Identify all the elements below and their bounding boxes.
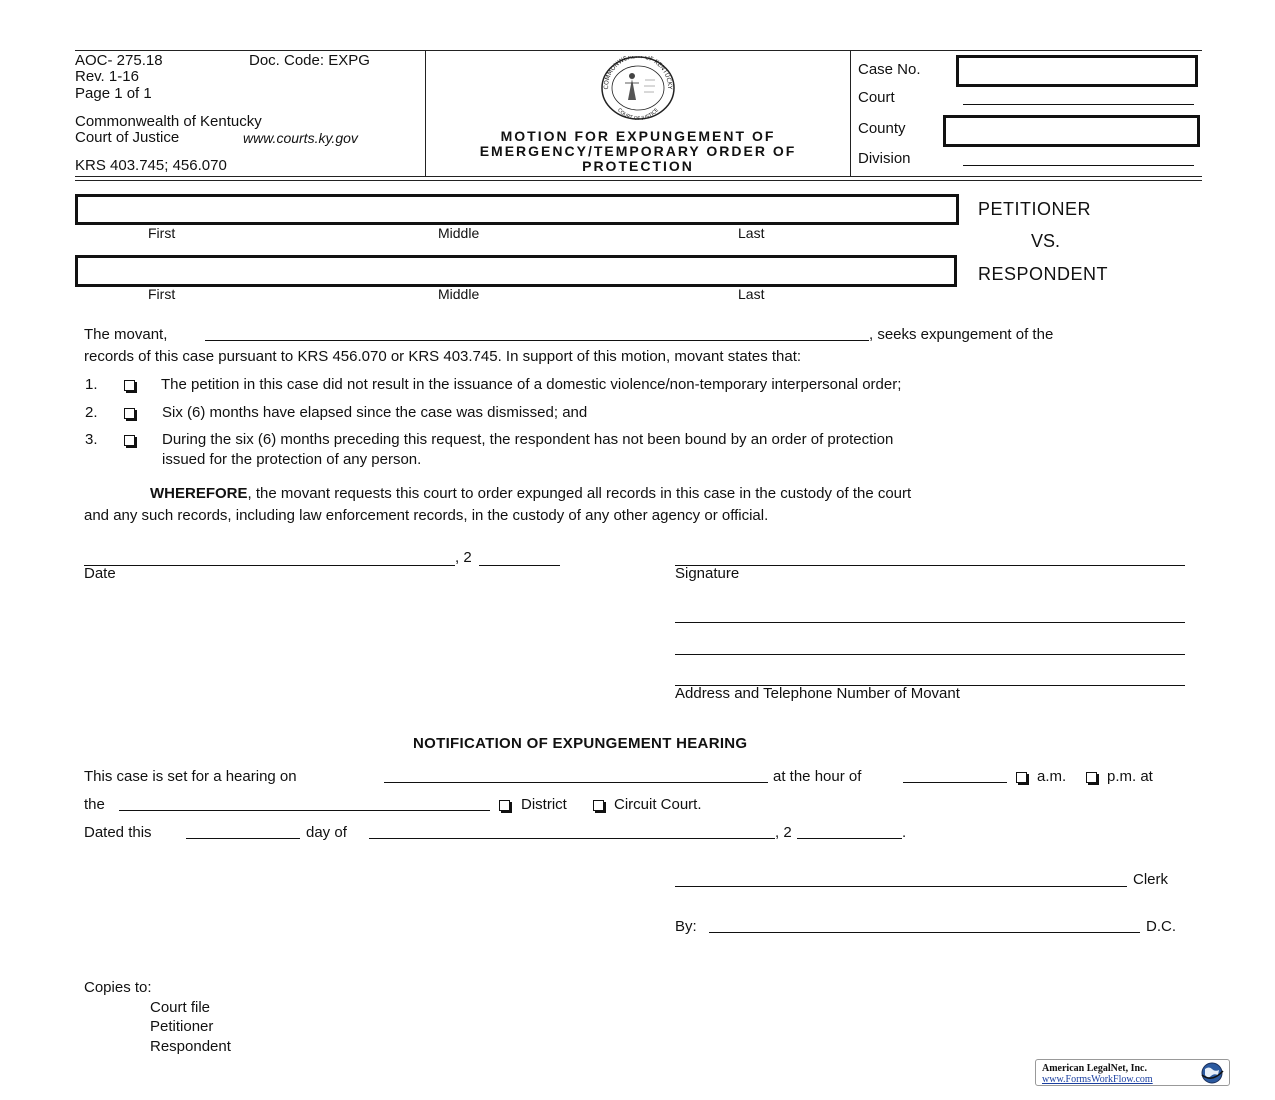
copies-label: Copies to: <box>84 979 152 996</box>
globe-icon <box>1199 1061 1225 1085</box>
item-1-text: The petition in this case did not result in the issuance of a domestic violence/non-temporary interpersonal order; <box>161 376 902 393</box>
item-2-number: 2. <box>85 404 98 421</box>
movant-name-input[interactable] <box>205 340 869 341</box>
court-label: Court <box>858 89 895 106</box>
movant-prefix: The movant, <box>84 326 168 343</box>
respondent-middle-label: Middle <box>438 286 480 302</box>
date-label: Date <box>84 565 116 582</box>
wherefore-bold: WHEREFORE <box>150 485 248 502</box>
notification-heading: NOTIFICATION OF EXPUNGEMENT HEARING <box>413 735 748 752</box>
form-title-line-2: EMERGENCY/TEMPORARY ORDER OF <box>479 143 797 159</box>
header-divider-left <box>425 50 426 176</box>
deputy-clerk-signature-input[interactable] <box>709 932 1140 933</box>
motion-line-2: records of this case pursuant to KRS 456.070 or KRS 403.745. In support of this motion, movant states that: <box>84 348 802 365</box>
dated-this-label: Dated this <box>84 824 152 841</box>
address-line-1[interactable] <box>675 622 1185 623</box>
address-line-2[interactable] <box>675 654 1185 655</box>
item-3-number: 3. <box>85 431 98 448</box>
signature-input[interactable] <box>675 565 1185 566</box>
dated-month-input[interactable] <box>369 838 775 839</box>
header-top-rule <box>75 50 1202 51</box>
page-indicator: Page 1 of 1 <box>75 85 152 102</box>
date-input[interactable] <box>84 565 455 566</box>
clerk-signature-input[interactable] <box>675 886 1127 887</box>
item-1-checkbox[interactable] <box>124 380 135 391</box>
respondent-last-label: Last <box>738 286 765 302</box>
form-title-line-1: MOTION FOR EXPUNGEMENT OF <box>500 128 776 144</box>
circuit-label: Circuit Court. <box>614 796 702 813</box>
by-label: By: <box>675 918 697 935</box>
header-bottom-rule <box>75 176 1202 177</box>
am-checkbox[interactable] <box>1016 772 1027 783</box>
copies-item-respondent: Respondent <box>150 1038 231 1055</box>
hearing-line-1-a: This case is set for a hearing on <box>84 768 297 785</box>
petitioner-last-label: Last <box>738 225 765 241</box>
division-input[interactable] <box>963 165 1194 166</box>
division-label: Division <box>858 150 911 167</box>
legalnet-url[interactable]: www.FormsWorkFlow.com <box>1042 1074 1153 1085</box>
movant-suffix: , seeks expungement of the <box>869 326 1054 343</box>
item-1-number: 1. <box>85 376 98 393</box>
address-label: Address and Telephone Number of Movant <box>675 685 960 702</box>
clerk-label: Clerk <box>1133 871 1169 888</box>
dated-year-prefix: , 2 <box>775 824 792 841</box>
copies-item-court-file: Court file <box>150 999 211 1016</box>
wherefore-rest: , the movant requests this court to order expunged all records in this case in the custody of the court <box>247 485 912 502</box>
pm-checkbox[interactable] <box>1086 772 1097 783</box>
item-3-checkbox[interactable] <box>124 435 135 446</box>
petitioner-middle-label: Middle <box>438 225 480 241</box>
statutes: KRS 403.745; 456.070 <box>75 157 227 174</box>
svg-text:COURT OF JUSTICE <box>616 107 660 120</box>
hearing-date-input[interactable] <box>384 782 768 783</box>
item-3-text-line-2: issued for the protection of any person. <box>162 451 422 468</box>
dc-label: D.C. <box>1146 918 1176 935</box>
case-no-label: Case No. <box>858 61 921 78</box>
court-input[interactable] <box>963 104 1194 105</box>
header-divider-right <box>850 50 851 176</box>
date-year-input[interactable] <box>479 565 560 566</box>
hearing-line-1-b: at the hour of <box>773 768 862 785</box>
item-2-checkbox[interactable] <box>124 408 135 419</box>
hearing-hour-input[interactable] <box>903 782 1007 783</box>
day-of-label: day of <box>306 824 347 841</box>
form-title-line-3: PROTECTION <box>582 158 694 174</box>
respondent-first-label: First <box>148 286 176 302</box>
item-2-text: Six (6) months have elapsed since the case was dismissed; and <box>162 404 588 421</box>
petitioner-label: PETITIONER <box>978 199 1092 219</box>
dated-period: . <box>902 824 907 841</box>
hearing-line-2-a: the <box>84 796 105 813</box>
dated-day-input[interactable] <box>186 838 300 839</box>
hearing-location-input[interactable] <box>119 810 490 811</box>
district-checkbox[interactable] <box>499 800 510 811</box>
signature-label: Signature <box>675 565 740 582</box>
court-of-justice-label: Court of Justice <box>75 129 180 146</box>
pm-label: p.m. at <box>1107 768 1153 785</box>
district-label: District <box>521 796 567 813</box>
legalnet-company: American LegalNet, Inc. <box>1042 1063 1147 1074</box>
petitioner-name-input[interactable] <box>75 194 959 225</box>
vs-label: VS. <box>1031 231 1061 251</box>
commonwealth-label: Commonwealth of Kentucky <box>75 113 262 130</box>
case-no-input[interactable] <box>956 55 1198 87</box>
county-input[interactable] <box>943 115 1200 147</box>
am-label: a.m. <box>1037 768 1067 785</box>
revision: Rev. 1-16 <box>75 68 139 85</box>
doc-code: Doc. Code: EXPG <box>249 52 370 69</box>
county-label: County <box>858 120 906 137</box>
court-seal <box>588 56 688 120</box>
wherefore-paragraph <box>150 485 911 503</box>
seal-bottom-text: COURT OF JUSTICE <box>615 107 661 120</box>
legalnet-badge[interactable] <box>1035 1059 1230 1086</box>
header-bottom-rule-2 <box>75 180 1202 181</box>
wherefore-line-2: and any such records, including law enforcement records, in the custody of any other agency or official. <box>84 507 769 524</box>
copies-item-petitioner: Petitioner <box>150 1018 214 1035</box>
item-3-text: During the six (6) months preceding this request, the respondent has not been bound by an order of protection <box>162 431 894 448</box>
seal-top-text: COMMONWEALTH OF KENTUCKY <box>602 56 674 90</box>
petitioner-first-label: First <box>148 225 176 241</box>
respondent-label: RESPONDENT <box>978 264 1109 284</box>
dated-year-input[interactable] <box>797 838 902 839</box>
svg-text:COMMONWEALTH OF KENTUCKY <box>603 56 673 90</box>
court-website: www.courts.ky.gov <box>243 130 358 146</box>
date-year-prefix: , 2 <box>455 549 472 566</box>
respondent-name-input[interactable] <box>75 255 957 287</box>
form-number: AOC- 275.18 <box>75 52 163 69</box>
circuit-checkbox[interactable] <box>593 800 604 811</box>
